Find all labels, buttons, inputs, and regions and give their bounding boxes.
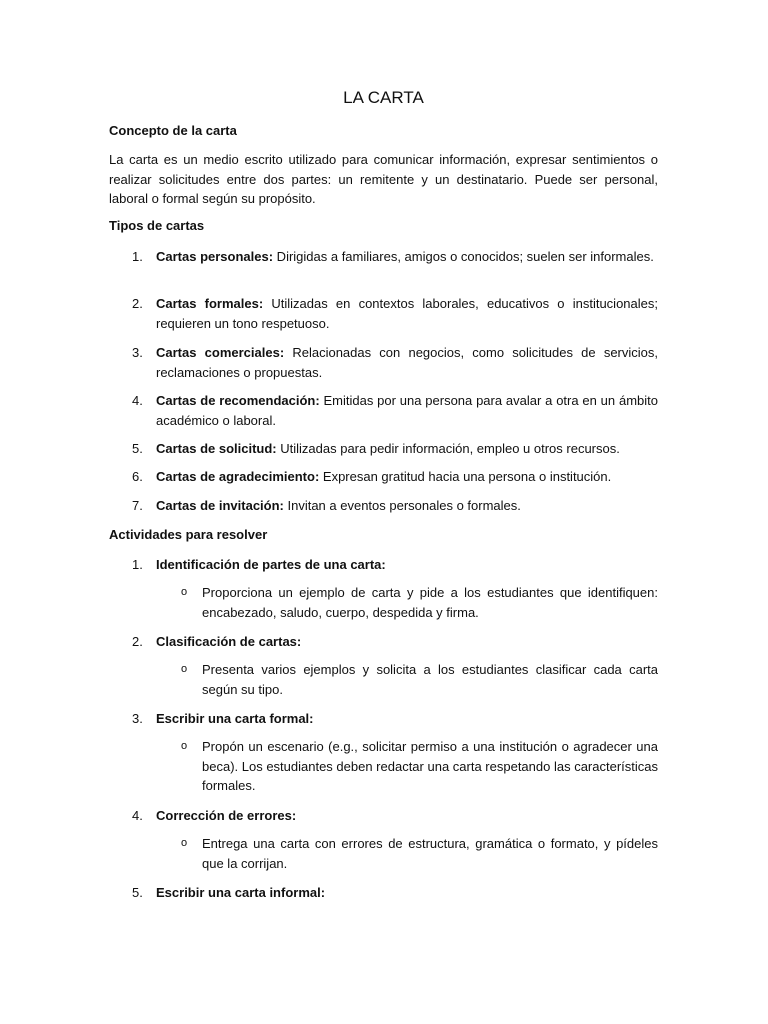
- list-number: 5.: [132, 441, 143, 456]
- type-term: Cartas formales:: [156, 296, 264, 311]
- list-number: 1.: [132, 557, 143, 572]
- list-number: 6.: [132, 469, 143, 484]
- type-item: [109, 467, 658, 487]
- type-description: Expresan gratitud hacia una persona o institución.: [319, 469, 612, 484]
- type-term: Cartas de recomendación:: [156, 393, 320, 408]
- list-number: 2.: [132, 634, 143, 649]
- list-number: 3.: [132, 345, 143, 360]
- activity-item: [109, 555, 658, 575]
- activity-detail-text: Propón un escenario (e.g., solicitar permiso a una institución o agradecer una beca). Los estudiantes deben redactar una carta respetando las características formales.: [202, 739, 658, 793]
- bullet-icon: o: [181, 663, 188, 675]
- list-number: 4.: [132, 393, 143, 408]
- type-description: Relacionadas con negocios, como solicitudes de servicios, reclamaciones o propuestas.: [156, 345, 658, 380]
- list-number: 7.: [132, 498, 143, 513]
- activity-title: Corrección de errores:: [156, 808, 297, 823]
- activity-item: [109, 883, 658, 903]
- type-term: Cartas de invitación:: [156, 498, 284, 513]
- list-number: 3.: [132, 711, 143, 726]
- activity-item: [109, 709, 658, 729]
- type-item: [109, 294, 658, 333]
- type-item: [109, 391, 658, 430]
- type-item: [109, 343, 658, 382]
- bullet-icon: o: [181, 837, 188, 849]
- type-description: Utilizadas en contextos laborales, educativos o institucionales; requieren un tono respetuoso.: [156, 296, 658, 331]
- type-term: Cartas comerciales:: [156, 345, 285, 360]
- activity-detail-text: Presenta varios ejemplos y solicita a los estudiantes clasificar cada carta según su tipo.: [202, 662, 658, 697]
- activity-detail-text: Proporciona un ejemplo de carta y pide a los estudiantes que identifiquen: encabezado, saludo, cuerpo, despedida y firma.: [202, 585, 658, 620]
- bullet-icon: o: [181, 740, 188, 752]
- type-item: [109, 439, 658, 459]
- activity-item: [109, 632, 658, 652]
- activity-detail: [109, 660, 658, 699]
- document-title: LA CARTA: [343, 88, 424, 107]
- type-description: Invitan a eventos personales o formales.: [283, 498, 521, 513]
- type-item: [109, 496, 658, 516]
- activity-detail: [109, 737, 658, 796]
- activity-detail-text: Entrega una carta con errores de estructura, gramática o formato, y pídeles que la corrijan.: [202, 836, 658, 871]
- type-description: Utilizadas para pedir información, empleo u otros recursos.: [276, 441, 620, 456]
- type-description: Emitidas por una persona para avalar a otra en un ámbito académico o laboral.: [156, 393, 658, 428]
- type-item: [109, 247, 658, 267]
- list-number: 2.: [132, 296, 143, 311]
- list-number: 1.: [132, 249, 143, 264]
- activity-title: Escribir una carta informal:: [156, 885, 326, 900]
- activity-item: [109, 806, 658, 826]
- types-heading: Tipos de cartas: [109, 218, 205, 233]
- activity-title: Identificación de partes de una carta:: [156, 557, 386, 572]
- activity-title: Clasificación de cartas:: [156, 634, 302, 649]
- activity-title: Escribir una carta formal:: [156, 711, 314, 726]
- bullet-icon: o: [181, 586, 188, 598]
- activity-detail: [109, 834, 658, 873]
- type-description: Dirigidas a familiares, amigos o conocidos; suelen ser informales.: [273, 249, 654, 264]
- concept-paragraph: La carta es un medio escrito utilizado para comunicar información, expresar sentimientos o realizar solicitudes entre dos partes: un remitente y un destinatario. Puede ser personal, laboral o formal según su propósito.: [109, 152, 658, 206]
- concept-heading: Concepto de la carta: [109, 123, 237, 138]
- type-term: Cartas personales:: [156, 249, 274, 264]
- type-term: Cartas de agradecimiento:: [156, 469, 320, 484]
- activities-heading: Actividades para resolver: [109, 527, 268, 542]
- activity-detail: [109, 583, 658, 622]
- type-term: Cartas de solicitud:: [156, 441, 277, 456]
- list-number: 5.: [132, 885, 143, 900]
- list-number: 4.: [132, 808, 143, 823]
